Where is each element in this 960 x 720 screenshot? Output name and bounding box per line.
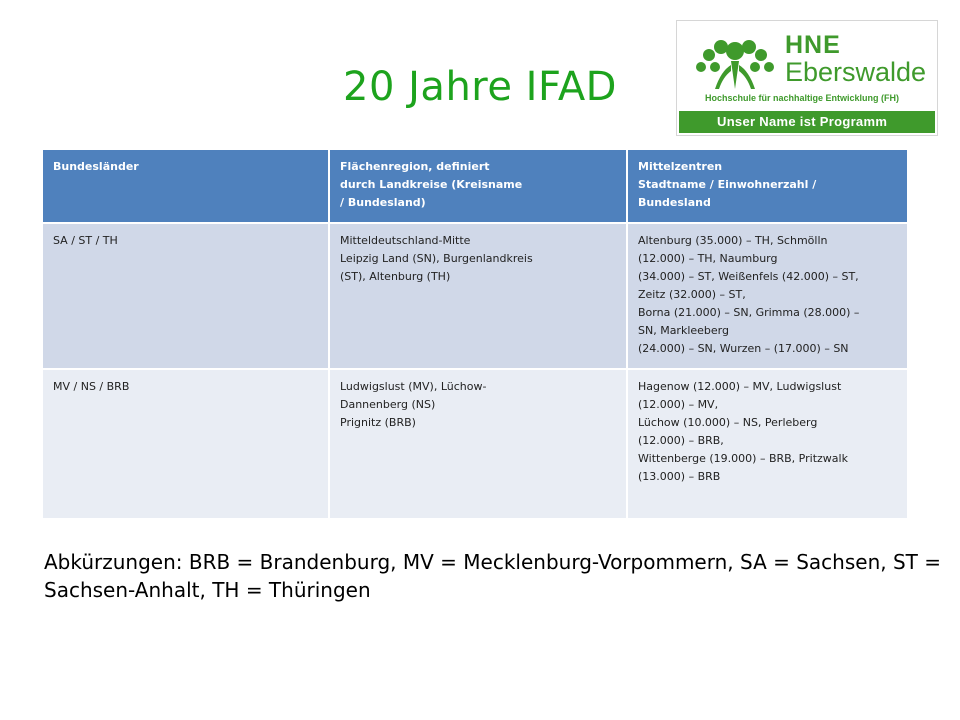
logo-slogan: Unser Name ist Programm [679, 111, 935, 133]
cell-line: (13.000) – BRB [638, 470, 721, 483]
cell-line: Altenburg (35.000) – TH, Schmölln [638, 234, 828, 247]
header-line: / Bundesland) [340, 196, 426, 209]
cell-line: Hagenow (12.000) – MV, Ludwigslust [638, 380, 842, 393]
logo-city: Eberswalde [785, 57, 927, 87]
header-line: durch Landkreise (Kreisname [340, 178, 523, 191]
header-mittelzentren [627, 149, 908, 223]
cell-flaechenregion [329, 369, 627, 519]
cell-mittelzentren [627, 369, 908, 519]
cell-line: Mitteldeutschland-Mitte [340, 234, 471, 247]
header-flaechenregion [329, 149, 627, 223]
cell-flaechenregion [329, 223, 627, 369]
cell-line: Wittenberge (19.000) – BRB, Pritzwalk [638, 452, 848, 465]
cell-line: (12.000) – BRB, [638, 434, 724, 447]
cell-line: MV / NS / BRB [53, 380, 130, 393]
header-line: Stadtname / Einwohnerzahl / [638, 178, 817, 191]
table-row [42, 223, 908, 369]
cell-line: Ludwigslust (MV), Lüchow- [340, 380, 487, 393]
cell-line: (12.000) – TH, Naumburg [638, 252, 778, 265]
header-bundeslaender [42, 149, 329, 223]
tree-logo-icon [691, 31, 779, 91]
cell-line: (24.000) – SN, Wurzen – (17.000) – SN [638, 342, 849, 355]
header-line: Bundesland [638, 196, 711, 209]
header-line: Mittelzentren [638, 160, 723, 173]
cell-line: (12.000) – MV, [638, 398, 719, 411]
table-row [42, 369, 908, 519]
logo-name: HNE [785, 31, 841, 59]
logo-subtitle: Hochschule für nachhaltige Entwicklung (FH) [705, 93, 900, 103]
cell-bundeslaender [42, 223, 329, 369]
cell-line: Leipzig Land (SN), Burgenlandkreis [340, 252, 533, 265]
slide-title: 20 Jahre IFAD [343, 64, 617, 110]
region-table [41, 148, 909, 520]
header-line: Bundesländer [53, 160, 139, 173]
cell-mittelzentren [627, 223, 908, 369]
hne-logo [676, 20, 938, 136]
cell-line: Dannenberg (NS) [340, 398, 436, 411]
abbreviations-line: Abkürzungen: BRB = Brandenburg, MV = Mecklenburg-Vorpommern, SA = Sachsen, ST = [44, 550, 941, 574]
table-header-row [42, 149, 908, 223]
cell-line: (34.000) – ST, Weißenfels (42.000) – ST, [638, 270, 859, 283]
cell-line: Zeitz (32.000) – ST, [638, 288, 746, 301]
cell-line: (ST), Altenburg (TH) [340, 270, 451, 283]
cell-bundeslaender [42, 369, 329, 519]
cell-line: Lüchow (10.000) – NS, Perleberg [638, 416, 818, 429]
header-line: Flächenregion, definiert [340, 160, 490, 173]
cell-line: Prignitz (BRB) [340, 416, 416, 429]
cell-line: SA / ST / TH [53, 234, 118, 247]
abbreviations-note [44, 548, 941, 604]
cell-line: SN, Markleeberg [638, 324, 729, 337]
abbreviations-line: Sachsen-Anhalt, TH = Thüringen [44, 578, 371, 602]
cell-line: Borna (21.000) – SN, Grimma (28.000) – [638, 306, 860, 319]
